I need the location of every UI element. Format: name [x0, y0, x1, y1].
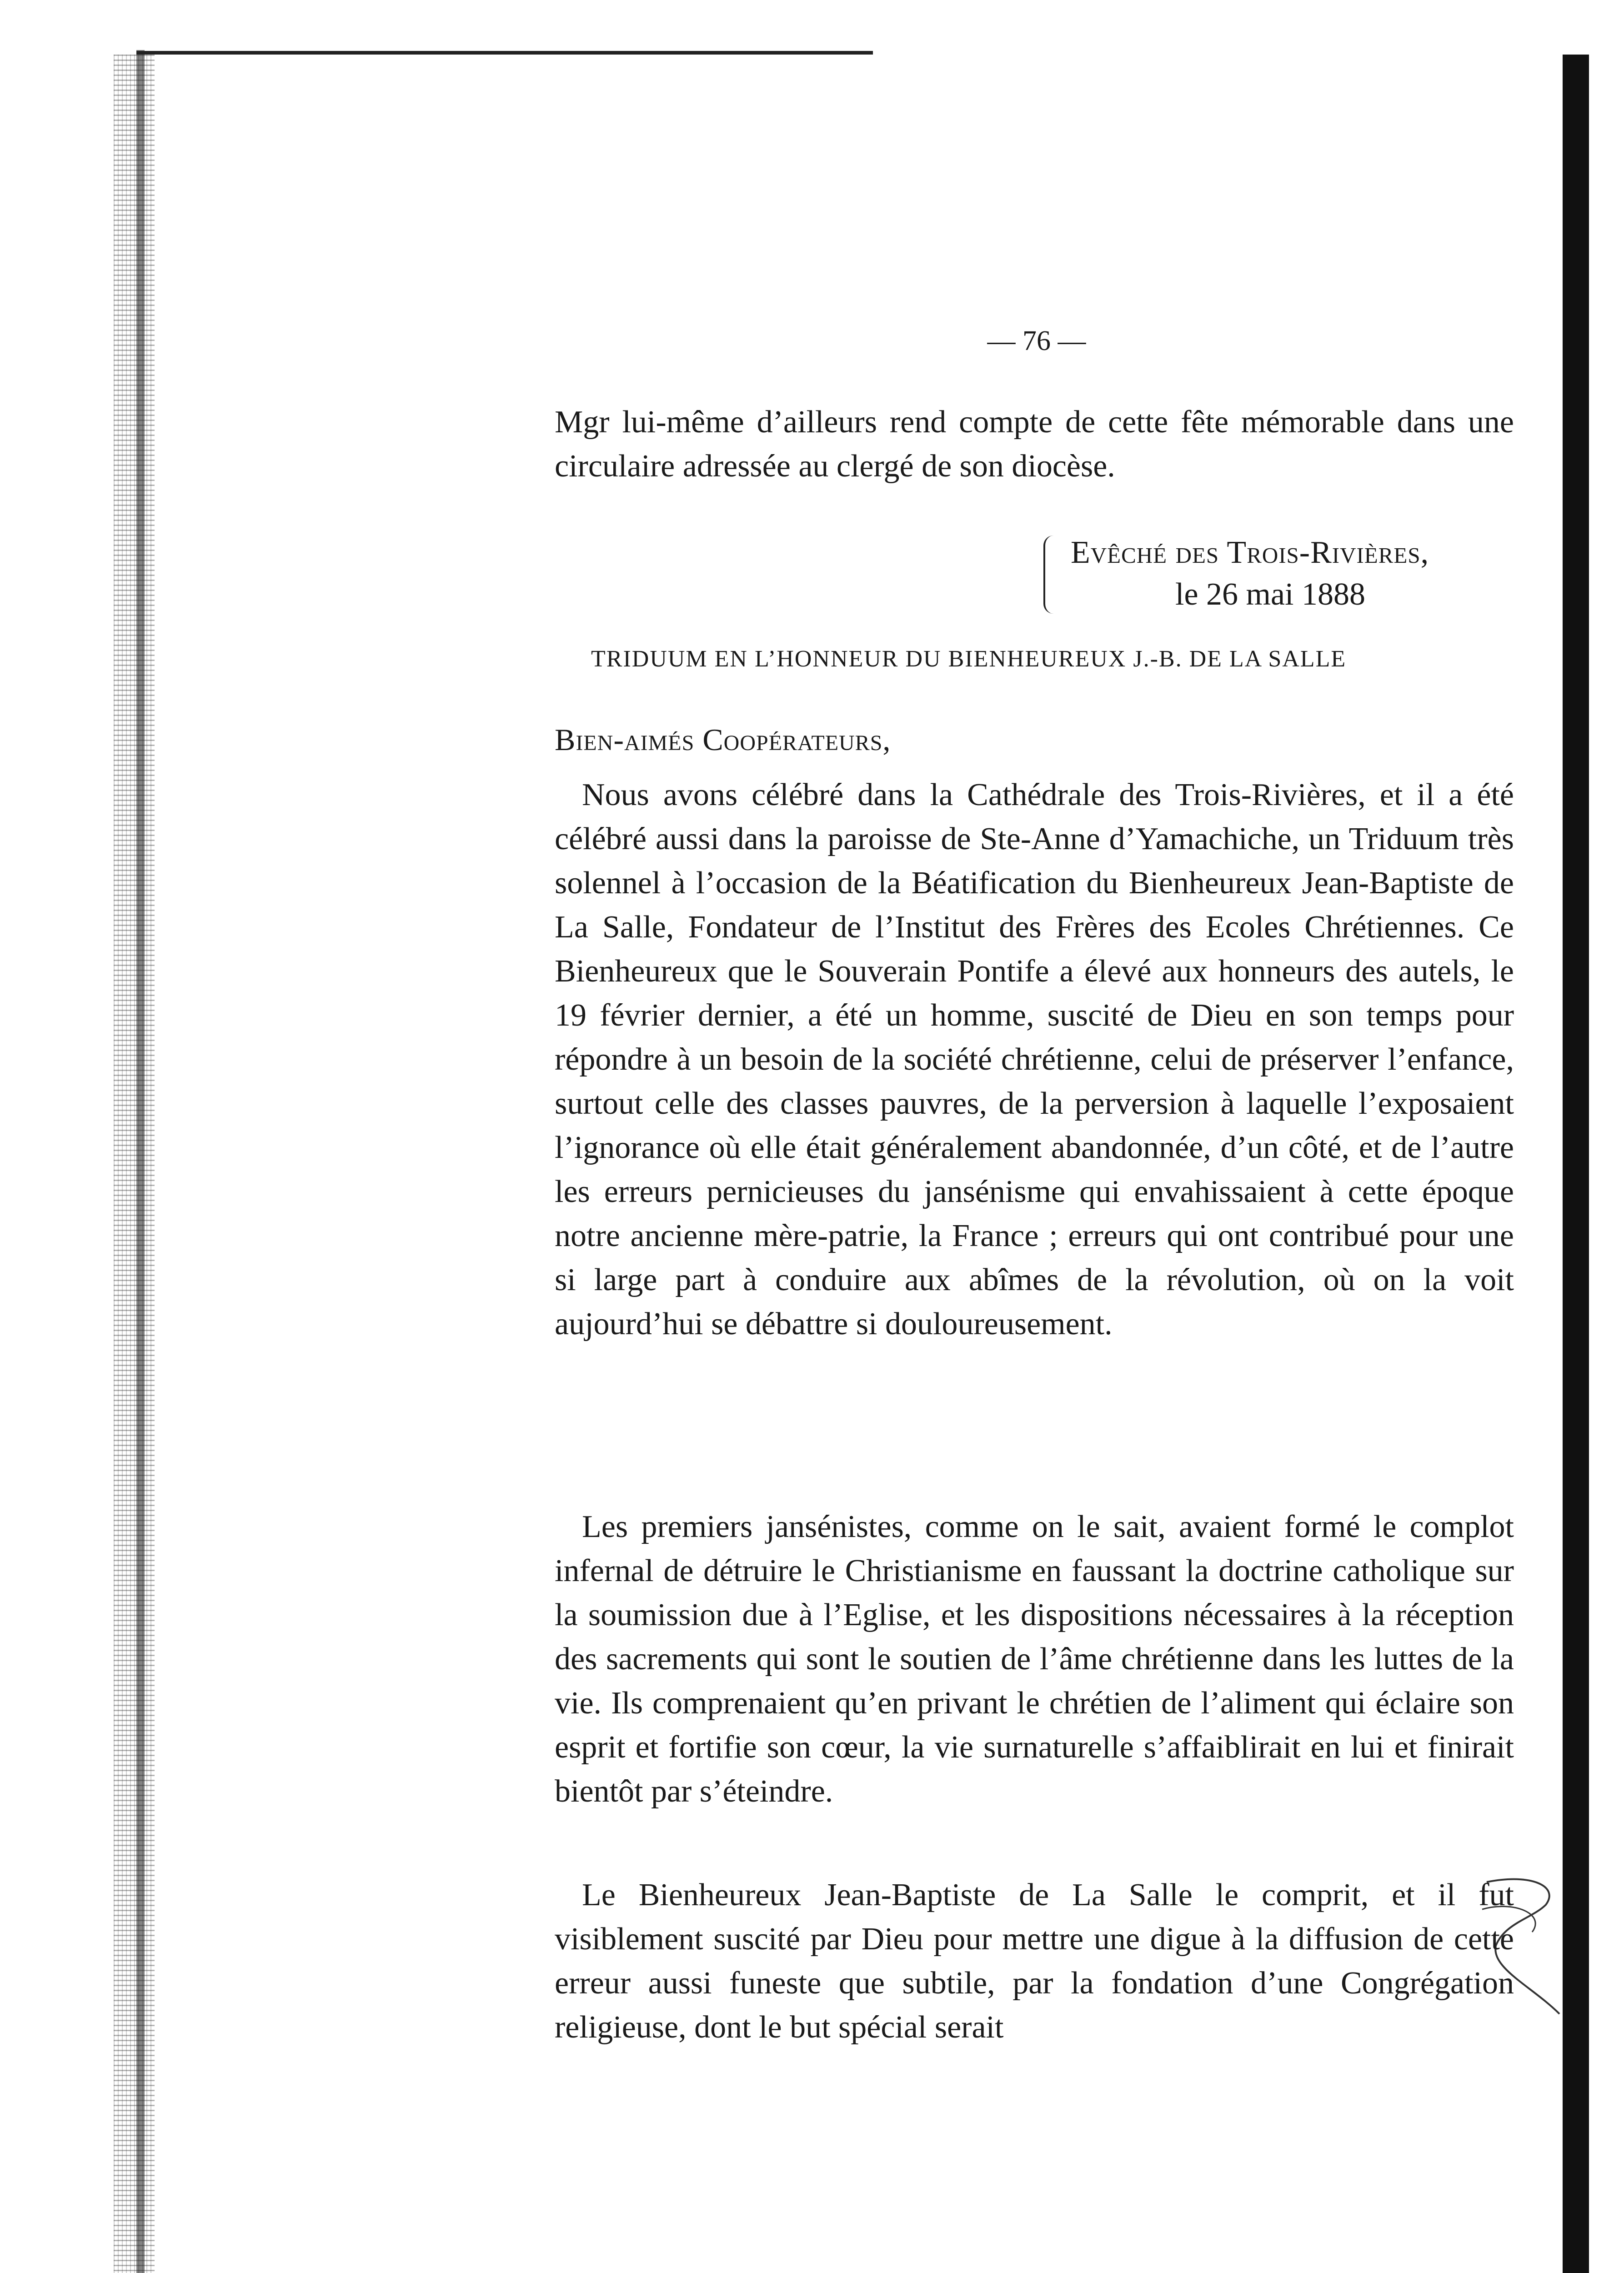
body-paragraph: Les premiers jansénistes, comme on le sait, avaient formé le complot infernal de détruire le Christianisme en faussant la doctrine catholique sur la soumission due à l’Eglise, et les dispositions nécessaires à la réception des sacrements qui sont le soutien de l’âme chrétienne dans les luttes de la vie. Ils comprenaient qu’en privant le chrétien de l’aliment qui éclaire son esprit et fortifie son cœur, la vie surnaturelle s’affaiblirait en lui et finirait bientôt par s’éteindre. — [555, 1509, 1514, 1809]
intro-paragraph: Mgr lui-même d’ailleurs rend compte de cette fête mémorable dans une circulaire adressée au clergé de son diocèse. — [555, 405, 1514, 484]
dateline-date: le 26 mai 1888 — [1175, 577, 1365, 612]
dateline-place: Evêché des Trois-Rivières, — [1071, 535, 1429, 570]
dateline-brace — [1043, 536, 1059, 614]
scan-right-border — [1563, 55, 1589, 2273]
scan-top-rule — [136, 51, 873, 55]
body-paragraph: Le Bienheureux Jean-Baptiste de La Salle le comprit, et il fut visiblement suscité par Dieu pour mettre une digue à la diffusion de cette erreur aussi funeste que subtile, par la fondation d’une Congrégation religieuse, dont le but spécial serait — [555, 1877, 1514, 2045]
salutation: Bien-aimés Coopérateurs, — [555, 722, 891, 757]
dateline — [1043, 532, 1521, 616]
section-heading: TRIDUUM EN L’HONNEUR DU BIENHEUREUX J.-B. DE LA SALLE — [591, 646, 1347, 672]
body-paragraph: Nous avons célébré dans la Cathédrale des Trois-Rivières, et il a été célébré aussi dans la paroisse de Ste-Anne d’Yamachiche, un Triduum très solennel à l’occasion de la Béatification du Bienheureux Jean-Baptiste de La Salle, Fondateur de l’Institut des Frères des Ecoles Chrétiennes. Ce Bienheureux que le Souverain Pontife a élevé aux honneurs des autels, le 19 février dernier, a été un homme, suscité de Dieu en son temps pour répondre à un besoin de la société chrétienne, celui de préserver l’enfance, surtout celle des classes pauvres, de la perversion à laquelle l’exposaient l’ignorance où elle était généralement abandonnée, d’un côté, et de l’autre les erreurs pernicieuses du jansénisme qui envahissaient à cette époque notre ancienne mère-patrie, la France ; erreurs qui ont contribué pour une si large part à conduire aux abîmes de la révolution, où on la voit aujourd’hui se débattre si douloureusement. — [555, 777, 1514, 1342]
page-number: — 76 — — [987, 325, 1086, 356]
scan-left-edge-shadow — [136, 50, 145, 2273]
scan-left-edge — [114, 55, 155, 2273]
